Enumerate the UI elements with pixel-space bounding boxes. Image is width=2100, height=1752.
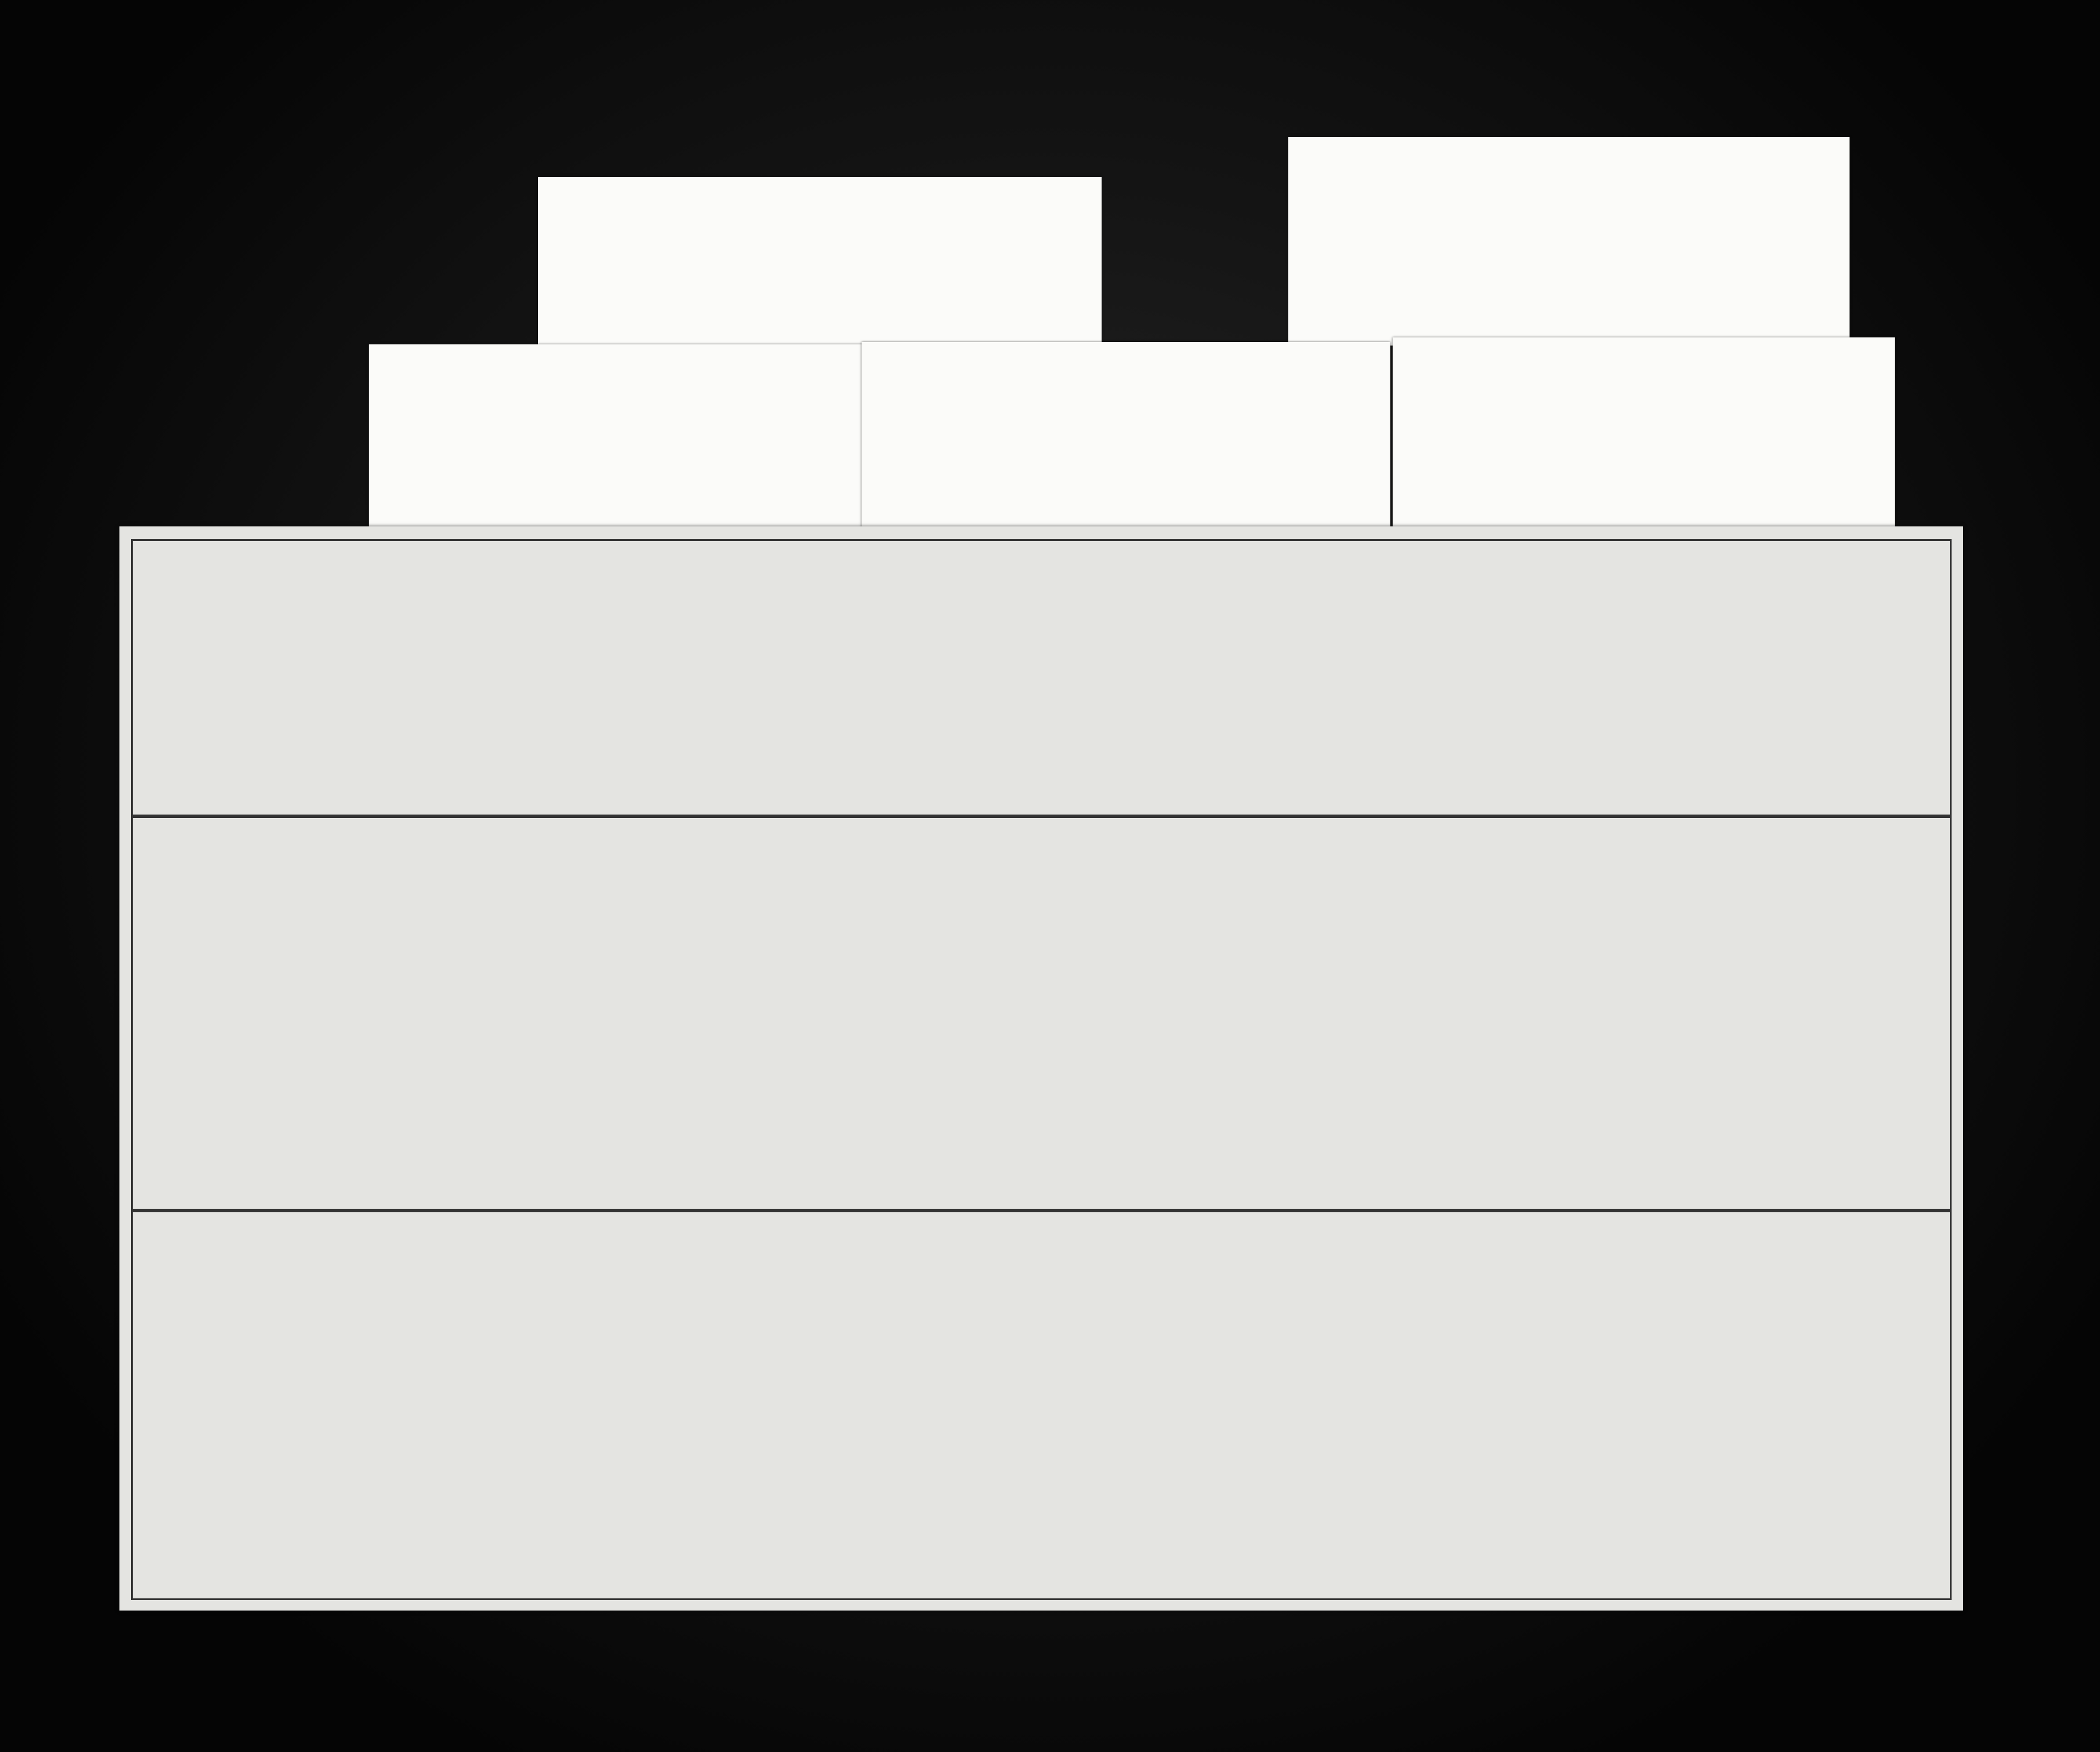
label-bleed-through: [369, 344, 866, 541]
label-damaged: [1393, 337, 1895, 535]
label-faded-document: [862, 342, 1390, 539]
label-pencil-writing: [1288, 137, 1850, 346]
label-whole-volume: [538, 177, 1102, 345]
bleed-through-curve: [119, 526, 1963, 1611]
census-card: [119, 526, 1963, 1611]
